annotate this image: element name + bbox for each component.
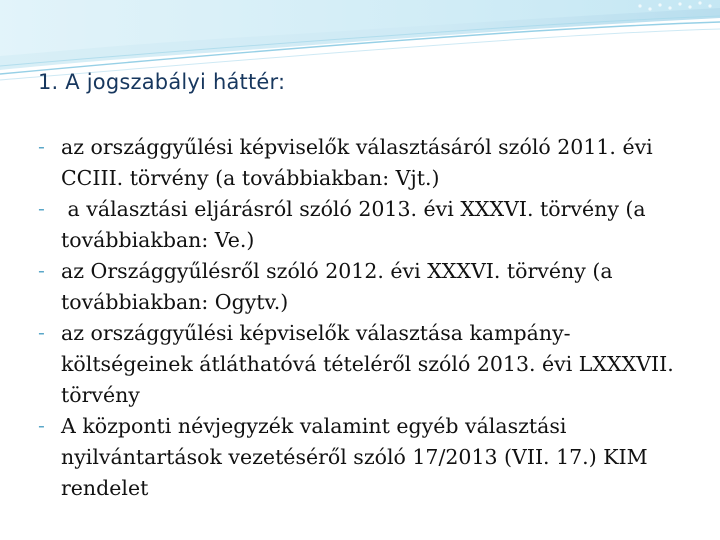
bullet-item-5 bbox=[38, 411, 698, 504]
bullet-text: az Országgyűlésről szóló 2012. évi XXXVI. törvény (a továbbiakban: Ogytv.) bbox=[61, 259, 613, 314]
bullet-dash: - bbox=[38, 415, 45, 437]
bullet-list bbox=[38, 132, 698, 504]
bullet-text: az országgyűlési képviselők választása kampány-költségeinek átláthatóvá tételéről szóló 2013. évi LXXXVII. törvény bbox=[61, 321, 674, 407]
bullet-item-4 bbox=[38, 318, 698, 411]
bullet-item-1 bbox=[38, 132, 698, 194]
bullet-text: az országgyűlési képviselők választásáról szóló 2011. évi CCIII. törvény (a továbbiakban: Vjt.) bbox=[61, 135, 653, 190]
bullet-item-3 bbox=[38, 256, 698, 318]
bullet-dash: - bbox=[38, 322, 45, 344]
bullet-text: A központi névjegyzék valamint egyéb választási nyilvántartások vezetéséről szóló 17/2013 (VII. 17.) KIM rendelet bbox=[61, 414, 648, 500]
bullet-dash: - bbox=[38, 136, 45, 158]
bullet-dash: - bbox=[38, 260, 45, 282]
bullet-item-2 bbox=[38, 194, 698, 256]
bullet-dash: - bbox=[38, 198, 45, 220]
bullet-text: a választási eljárásról szóló 2013. évi XXXVI. törvény (a továbbiakban: Ve.) bbox=[61, 197, 653, 252]
slide-title: 1. A jogszabályi háttér: bbox=[38, 70, 286, 94]
